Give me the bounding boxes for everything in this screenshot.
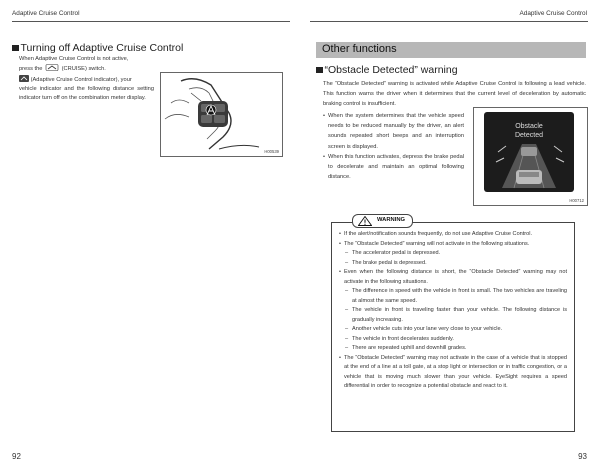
heading-square-icon — [316, 67, 323, 74]
section-heading-left: Turning off Adaptive Cruise Control — [12, 42, 183, 54]
banner-title: Other functions — [322, 43, 397, 55]
page-number-left: 92 — [12, 452, 21, 461]
obstacle-display-illustration — [474, 108, 587, 205]
warning-subitem: – The brake pedal is depressed. — [344, 259, 567, 269]
warning-item: • The “Obstacle Detected” warning may not activate in the case of a vehicle that is stopped at the end of a line at a toll gate, at a stop light or intersection or in traffic congestion, or a vehicle that is moving much slower than your vehicle. EyeSight requires a speed differential in order to recognize a potential obstacle and react to it. — [339, 354, 567, 392]
warning-label: WARNING — [377, 217, 406, 223]
warning-badge — [352, 214, 413, 228]
intro-paragraph: The “Obstacle Detected” warning is activated while Adaptive Cruise Control is following a lead vehicle. This function warns the driver when it determines that the current level of deceleration by automatic braking control is insufficient. — [323, 81, 586, 108]
display-text-line2: Detected — [514, 132, 544, 139]
bullet-item: • When the system determines that the vehicle speed needs to be reduced manually by the driver, an alert sounds repeated short beeps and an interruption screen is displayed. — [323, 111, 464, 152]
warning-subitem: – The vehicle in front decelerates suddenly. — [344, 335, 567, 345]
warning-triangle-icon — [358, 216, 372, 226]
display-text-line1: Obstacle — [515, 123, 543, 130]
warning-item: • If the alert/notification sounds frequently, do not use Adaptive Cruise Control. — [339, 230, 567, 240]
figure-id-right: H00712 — [569, 198, 584, 203]
warning-subitem: – There are repeated uphill and downhill grades. — [344, 344, 567, 354]
obstacle-detected-figure — [473, 107, 588, 206]
running-header-right: Adaptive Cruise Control — [519, 10, 587, 17]
running-header-left: Adaptive Cruise Control — [12, 10, 80, 17]
warning-subitem: – The difference in speed with the vehicle in front is small. The two vehicles are traveling at almost the same speed. — [344, 287, 567, 306]
steering-switch-figure — [160, 72, 283, 157]
figure-id-left: H00539 — [264, 149, 279, 154]
header-rule-right — [310, 21, 588, 22]
warning-subitem: – The vehicle in front is traveling faster than your vehicle. The following distance is gradually increasing. — [344, 306, 567, 325]
warning-item: • Even when the following distance is short, the “Obstacle Detected” warning may not activate in the following situations. – The difference in speed with the vehicle in front is small. The two vehicles are traveling at almost the same speed. – The vehicle in front is traveling faster than your vehicle. The following distance is gradually increasing. – Another vehicle cuts into your lane very close to your vehicle. – The vehicle in front decelerates suddenly. – There are repeated uphill and downhill grades. — [339, 268, 567, 354]
warning-subitem: – The accelerator pedal is depressed. — [344, 249, 567, 259]
warning-subitem: – Another vehicle cuts into your lane very close to your vehicle. — [344, 325, 567, 335]
header-rule-left — [12, 21, 290, 22]
page-number-right: 93 — [578, 452, 587, 461]
warning-content — [339, 230, 567, 392]
section-heading-right: “Obstacle Detected” warning — [316, 64, 458, 76]
left-paragraph: When Adaptive Cruise Control is not active, press the (CRUISE) switch. (Adaptive Cruise Control indicator), your vehicle indicator and the following distance setting indicator turn off on the combination meter display. — [19, 56, 154, 102]
steering-wheel-illustration — [161, 73, 282, 156]
section-banner — [316, 42, 586, 58]
heading-square-icon — [12, 45, 19, 52]
acc-indicator-icon — [19, 75, 29, 82]
bullet-item: • When this function activates, depress the brake pedal to decelerate and maintain an optimal following distance. — [323, 152, 464, 183]
warning-item: • The “Obstacle Detected” warning will not activate in the following situations. – The accelerator pedal is depressed. – The brake pedal is depressed. — [339, 240, 567, 269]
alert-bullets — [323, 111, 464, 182]
cruise-switch-icon — [44, 64, 60, 71]
